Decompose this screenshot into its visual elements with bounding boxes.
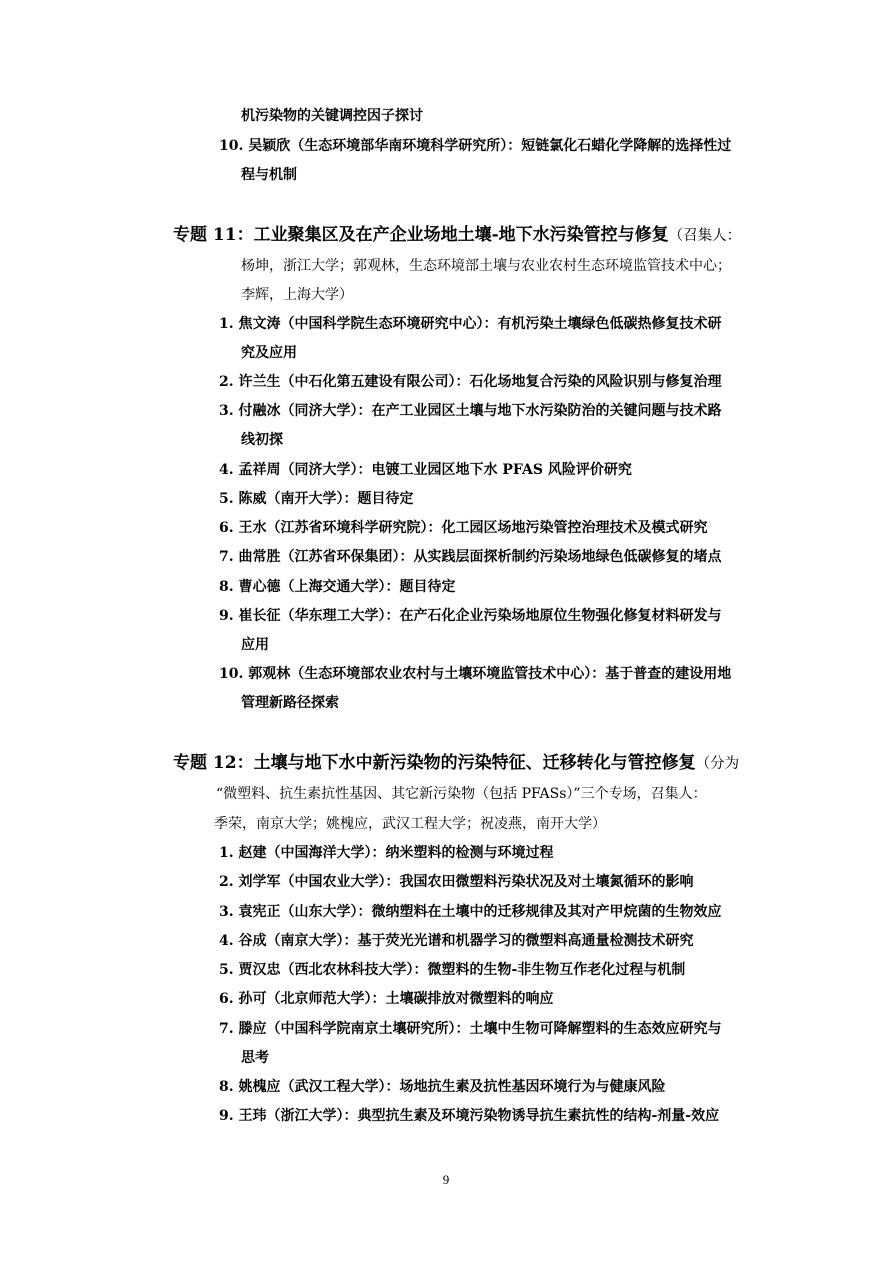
list-item: 1. 焦文涛（中国科学院生态环境研究中心）：有机污染土壤绿色低碳热修复技术研 <box>219 316 722 332</box>
section-title-main: 专题 12：土壤与地下水中新污染物的污染特征、迁移转化与管控修复 <box>173 753 696 773</box>
list-item: 7. 曲常胜（江苏省环保集团）：从实践层面探析制约污染场地绿色低碳修复的堵点 <box>219 549 722 565</box>
list-item: 3. 袁宪正（山东大学）：微纳塑料在土壤中的迁移规律及其对产甲烷菌的生物效应 <box>219 904 722 920</box>
convener-line: 李辉，上海大学） <box>241 287 353 303</box>
convener-intro: （分为 <box>695 756 740 772</box>
convener-line: 杨坤，浙江大学；郭观林，生态环境部土壤与农业农村生态环境监管技术中心； <box>241 258 731 274</box>
text-line: 程与机制 <box>241 167 297 183</box>
convener-line: 季荣，南京大学；姚槐应，武汉工程大学；祝凌燕，南开大学） <box>214 816 606 832</box>
list-item: 4. 孟祥周（同济大学）：电镀工业园区地下水 PFAS 风险评价研究 <box>219 462 632 478</box>
list-item: 6. 孙可（北京师范大学）：土壤碳排放对微塑料的响应 <box>219 991 554 1007</box>
list-item: 1. 赵建（中国海洋大学）：纳米塑料的检测与环境过程 <box>219 845 554 861</box>
list-item-cont: 管理新路径探索 <box>241 695 339 711</box>
list-item: 4. 谷成（南京大学）：基于荧光光谱和机器学习的微塑料高通量检测技术研究 <box>219 933 694 949</box>
list-item: 2. 许兰生（中石化第五建设有限公司）：石化场地复合污染的风险识别与修复治理 <box>219 374 722 390</box>
list-item: 9. 崔长征（华东理工大学）：在产石化企业污染场地原位生物强化修复材料研发与 <box>219 608 722 624</box>
list-item-cont: 思考 <box>241 1050 269 1066</box>
convener-intro: （召集人： <box>668 228 742 244</box>
text-line: 机污染物的关键调控因子探讨 <box>241 108 423 124</box>
list-item: 6. 王水（江苏省环境科学研究院）：化工园区场地污染管控治理技术及模式研究 <box>219 520 708 536</box>
list-item: 7. 滕应（中国科学院南京土壤研究所）：土壤中生物可降解塑料的生态效应研究与 <box>219 1021 722 1037</box>
section-title-12 <box>173 752 739 775</box>
list-item: 8. 姚槐应（武汉工程大学）：场地抗生素及抗性基因环境行为与健康风险 <box>219 1079 666 1095</box>
section-title-11 <box>173 224 741 247</box>
list-item: 10. 郭观林（生态环境部农业农村与土壤环境监管技术中心）：基于普查的建设用地 <box>219 666 732 682</box>
section-title-main: 专题 11：工业聚集区及在产企业场地土壤-地下水污染管控与修复 <box>173 225 669 245</box>
list-item: 3. 付融冰（同济大学）：在产工业园区土壤与地下水污染防治的关键问题与技术路 <box>219 403 722 419</box>
list-item-cont: 究及应用 <box>241 345 297 361</box>
list-item: 8. 曹心德（上海交通大学）：题目待定 <box>219 579 456 595</box>
convener-line: “微塑料、抗生素抗性基因、其它新污染物（包括 PFASs）”三个专场，召集人： <box>216 786 707 802</box>
list-item: 9. 王玮（浙江大学）：典型抗生素及环境污染物诱导抗生素抗性的结构-剂量-效应 <box>219 1108 720 1124</box>
list-item-cont: 线初探 <box>241 432 283 448</box>
list-item: 10. 吴颖欣（生态环境部华南环境科学研究所）：短链氯化石蜡化学降解的选择性过 <box>219 138 732 154</box>
list-item-cont: 应用 <box>241 637 269 653</box>
list-item: 5. 贾汉忠（西北农林科技大学）：微塑料的生物-非生物互作老化过程与机制 <box>219 962 686 978</box>
list-item: 5. 陈威（南开大学）：题目待定 <box>219 491 414 507</box>
page-number: 9 <box>442 1172 450 1187</box>
list-item: 2. 刘学军（中国农业大学）：我国农田微塑料污染状况及对土壤氮循环的影响 <box>219 874 694 890</box>
